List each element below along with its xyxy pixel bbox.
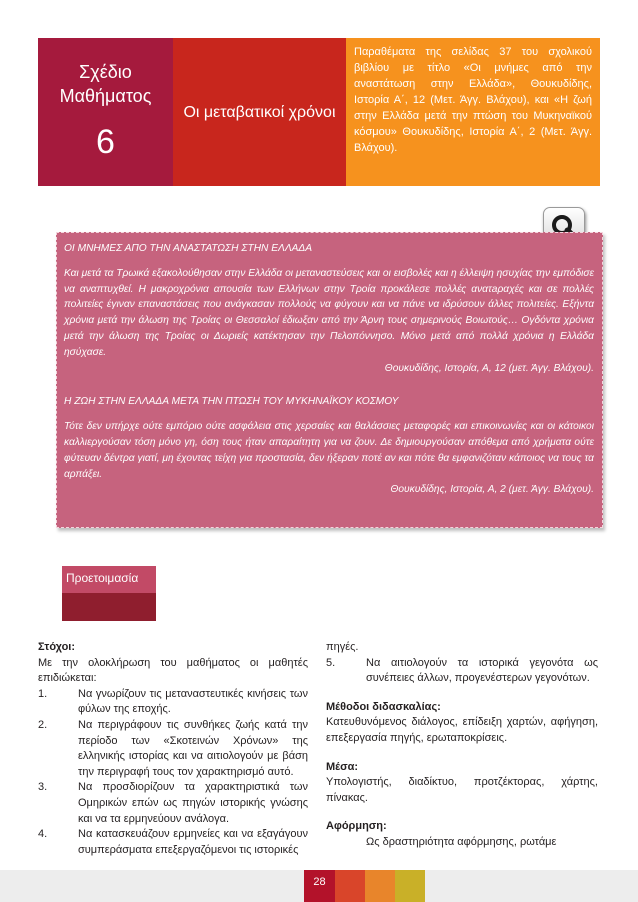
lesson-header [38,38,600,186]
trigger-heading: Αφόρμηση: [326,820,387,833]
goal-item: 3. Να προσδιορίζουν τα χαρακτηριστικά των Ομηρικών επών ως πηγών ιστορικής γνώσης και να τα ερμηνεύουν ανάλογα. [38,781,308,825]
lesson-title: Οι μεταβατικοί χρόνοι [173,38,346,186]
plan-label-line2: Μαθήματος [59,86,152,106]
means-heading: Μέσα: [326,760,359,773]
lesson-plan-block [38,38,173,186]
footer-color-swatch [335,870,365,902]
preparation-bar-accent [62,593,156,621]
left-column [38,640,308,858]
footer-color-swatch [395,870,425,902]
preparation-section-label [62,566,156,621]
methods-text: Κατευθυνόμενος διάλογος, επίδειξη χαρτών, αφήγηση, επεξεργασία πηγής, ερωταποκρίσεις. [326,716,598,744]
plan-number: 6 [96,123,115,161]
trigger-text: Ως δραστηριότητα αφόρμησης, ρωτάμε [366,835,557,848]
source1-citation: Θουκυδίδης, Ιστορία, Α, 12 (μετ. Άγγ. Βλάχου). [384,362,594,374]
source1-body: Και μετά τα Τρωικά εξακολούθησαν στην Ελλάδα οι μεταναστεύσεις και οι εισβολές και η έλλειψη ησυχίας την εμπόδισε να αναπτυχθεί. Η μακροχρόνια απουσία των Ελλήνων στην Τροία προκάλεσε πολλές ανατaραχές και σε πολλές πολιτείες έγιναν επαναστάσεις που ανάγκασαν πολλούς να φύγουν και να πάνε να ιδρύσουν άλλες πολιτείες. Εξήντα χρόνια μετά την άλωση της Τροίας οι Θεσσαλοί έδιωξαν από την Άρνη τους σημερινούς Βοιωτούς… Ογδόντα χρόνια μετά την άλωση της Τροίας οι Δωριείς κατέκτησαν την Πελοπόννησο. Μόνο μετά από πολλά χρόνια η Ελλάδα ησύχασε. [64,267,594,358]
source1-title: ΟΙ ΜΝΗΜΕΣ ΑΠΟ ΤΗΝ ΑΝΑΣΤΑΤΩΣΗ ΣΤΗΝ ΕΛΛΑΔΑ [64,243,313,254]
preparation-label: Προετοιμασία [62,566,156,593]
goal-item: 4. Να κατασκευάζουν ερμηνείες και να εξαγάγουν συμπεράσματα επεξεργαζόμενοι τις ιστορικές [38,828,308,856]
source2-body: Τότε δεν υπήρχε ούτε εμπόριο ούτε ασφάλεια στις χερσαίες και θαλάσσιες μεταφορές και επικοινωνίες και οι κάτοικοι καλλιεργούσαν τόση μόνο γη, όση τους ήταν απαραίτητη για να ζουν. Δε δημιουργούσαν απόθεμα από χρήματα ούτε φύτευαν δέντρα γιατί, μη έχοντας τείχη για προστασία, δεν ήξεραν ποτέ αν και πότε θα εμφανιζόταν κάποιος να τους τα αρπάξει. [64,421,594,480]
footer-color-swatch [365,870,395,902]
goal-item-continuation: πηγές. [326,641,359,653]
means-text: Υπολογιστής, διαδίκτυο, προτζέκτορας, χάρτης, πίνακας. [326,776,598,804]
lesson-description: Παραθέματα της σελίδας 37 του σχολικού βιβλίου με τίτλο «Οι μνήμες από την αναστάτωση στην Ελλάδα», Θουκυδίδης, Ιστορία Α΄, 12 (Μετ. Άγγ. Βλάχου), και «Η ζωή στην Ελλάδα μετά την πτώση του Μυκηναϊκού κόσμου» Θουκυδίδης, Ιστορία Α΄, 2 (Μετ. Άγγ. Βλάχου). [346,38,600,186]
sources-box [56,232,603,528]
methods-heading: Μέθοδοι διδασκαλίας: [326,700,441,713]
page-number: 28 [304,870,335,902]
goal-item: 2. Να περιγράφουν τις συνθήκες ζωής κατά την περίοδο των «Σκοτεινών Χρόνων» της ελληνικής ιστορίας και να αιτιολογούν με βάση την περιγραφή τους τον χαρακτηρισμό αυτό. [38,718,308,778]
goal-item: 5. Να αιτιολογούν τα ιστορικά γεγονότα ως συνέπειες άλλων, προγενέστερων γεγονότων. [326,656,598,685]
plan-label-line1: Σχέδιο [79,62,132,82]
source2-citation: Θουκυδίδης, Ιστορία, Α, 2 (μετ. Άγγ. Βλάχου). [390,484,594,496]
source2-title: Η ΖΩΗ ΣΤΗΝ ΕΛΛΑΔΑ ΜΕΤΑ ΤΗΝ ΠΤΩΣΗ ΤΟΥ ΜΥΚΗΝΑΪΚΟΥ ΚΟΣΜΟΥ [64,396,399,408]
right-column [326,640,598,851]
goal-item: 1. Να γνωρίζουν τις μεταναστευτικές κινήσεις των φύλων της εποχής. [38,687,308,716]
goals-heading: Στόχοι: [38,641,76,653]
goals-intro: Με την ολοκλήρωση του μαθήματος οι μαθητές επιδιώκεται: [38,656,308,685]
